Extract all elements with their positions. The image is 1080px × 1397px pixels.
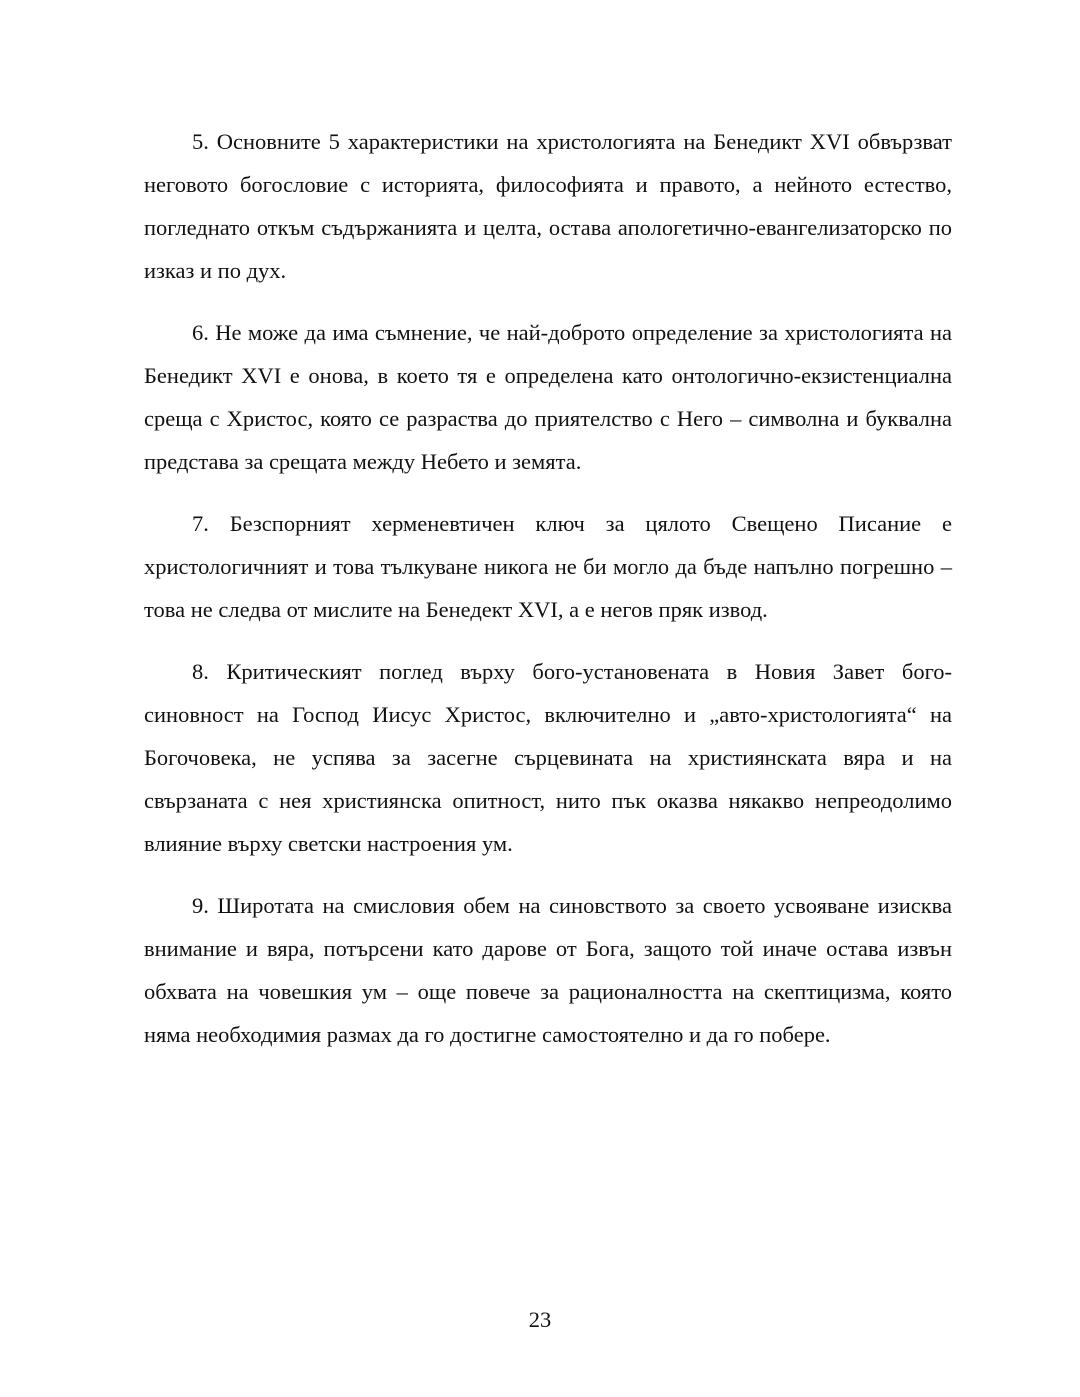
paragraph-8: 8. Критическият поглед върху бого-установената в Новия Завет бого-синовност на Господ Иисус Христос, включително и „авто-христологията“ на Богочовека, не успява за засегне сърцевината на християнската вяра и на свързаната с нея християнска опитност, нито пък оказва някакво непреодолимо влияние върху светски настроения ум.: [144, 659, 952, 856]
paragraph-5: 5. Основните 5 характеристики на христологията на Бенедикт XVI обвързват неговото богословие с историята, философията и правото, а нейното естество, погледнато откъм съдържанията и целта, остава апологетично-евангелизаторско по изказ и по дух.: [144, 129, 952, 283]
paragraph-6: 6. Не може да има съмнение, че най-доброто определение за христологията на Бенедикт XVI е онова, в което тя е определена като онтологично-екзистенциална среща с Христос, която се разраства до приятелство с Него – символна и буквална представа за срещата между Небето и земята.: [144, 320, 952, 474]
page-number: 23: [528, 1307, 552, 1332]
body-text: [144, 120, 952, 1075]
paragraph-9: 9. Широтата на смисловия обем на синовството за своето усвояване изисква внимание и вяра, потърсени като дарове от Бога, защото той иначе остава извън обхвата на човешкия ум – още повече за рационалността на скептицизма, която няма необходимия размах да го достигне самостоятелно и да го побере.: [144, 893, 952, 1047]
paragraph-7: 7. Безспорният херменевтичен ключ за цялото Свещено Писание е христологичният и това тълкуване никога не би могло да бъде напълно погрешно – това не следва от мислите на Бенедект XVI, а е негов пряк извод.: [144, 511, 952, 622]
